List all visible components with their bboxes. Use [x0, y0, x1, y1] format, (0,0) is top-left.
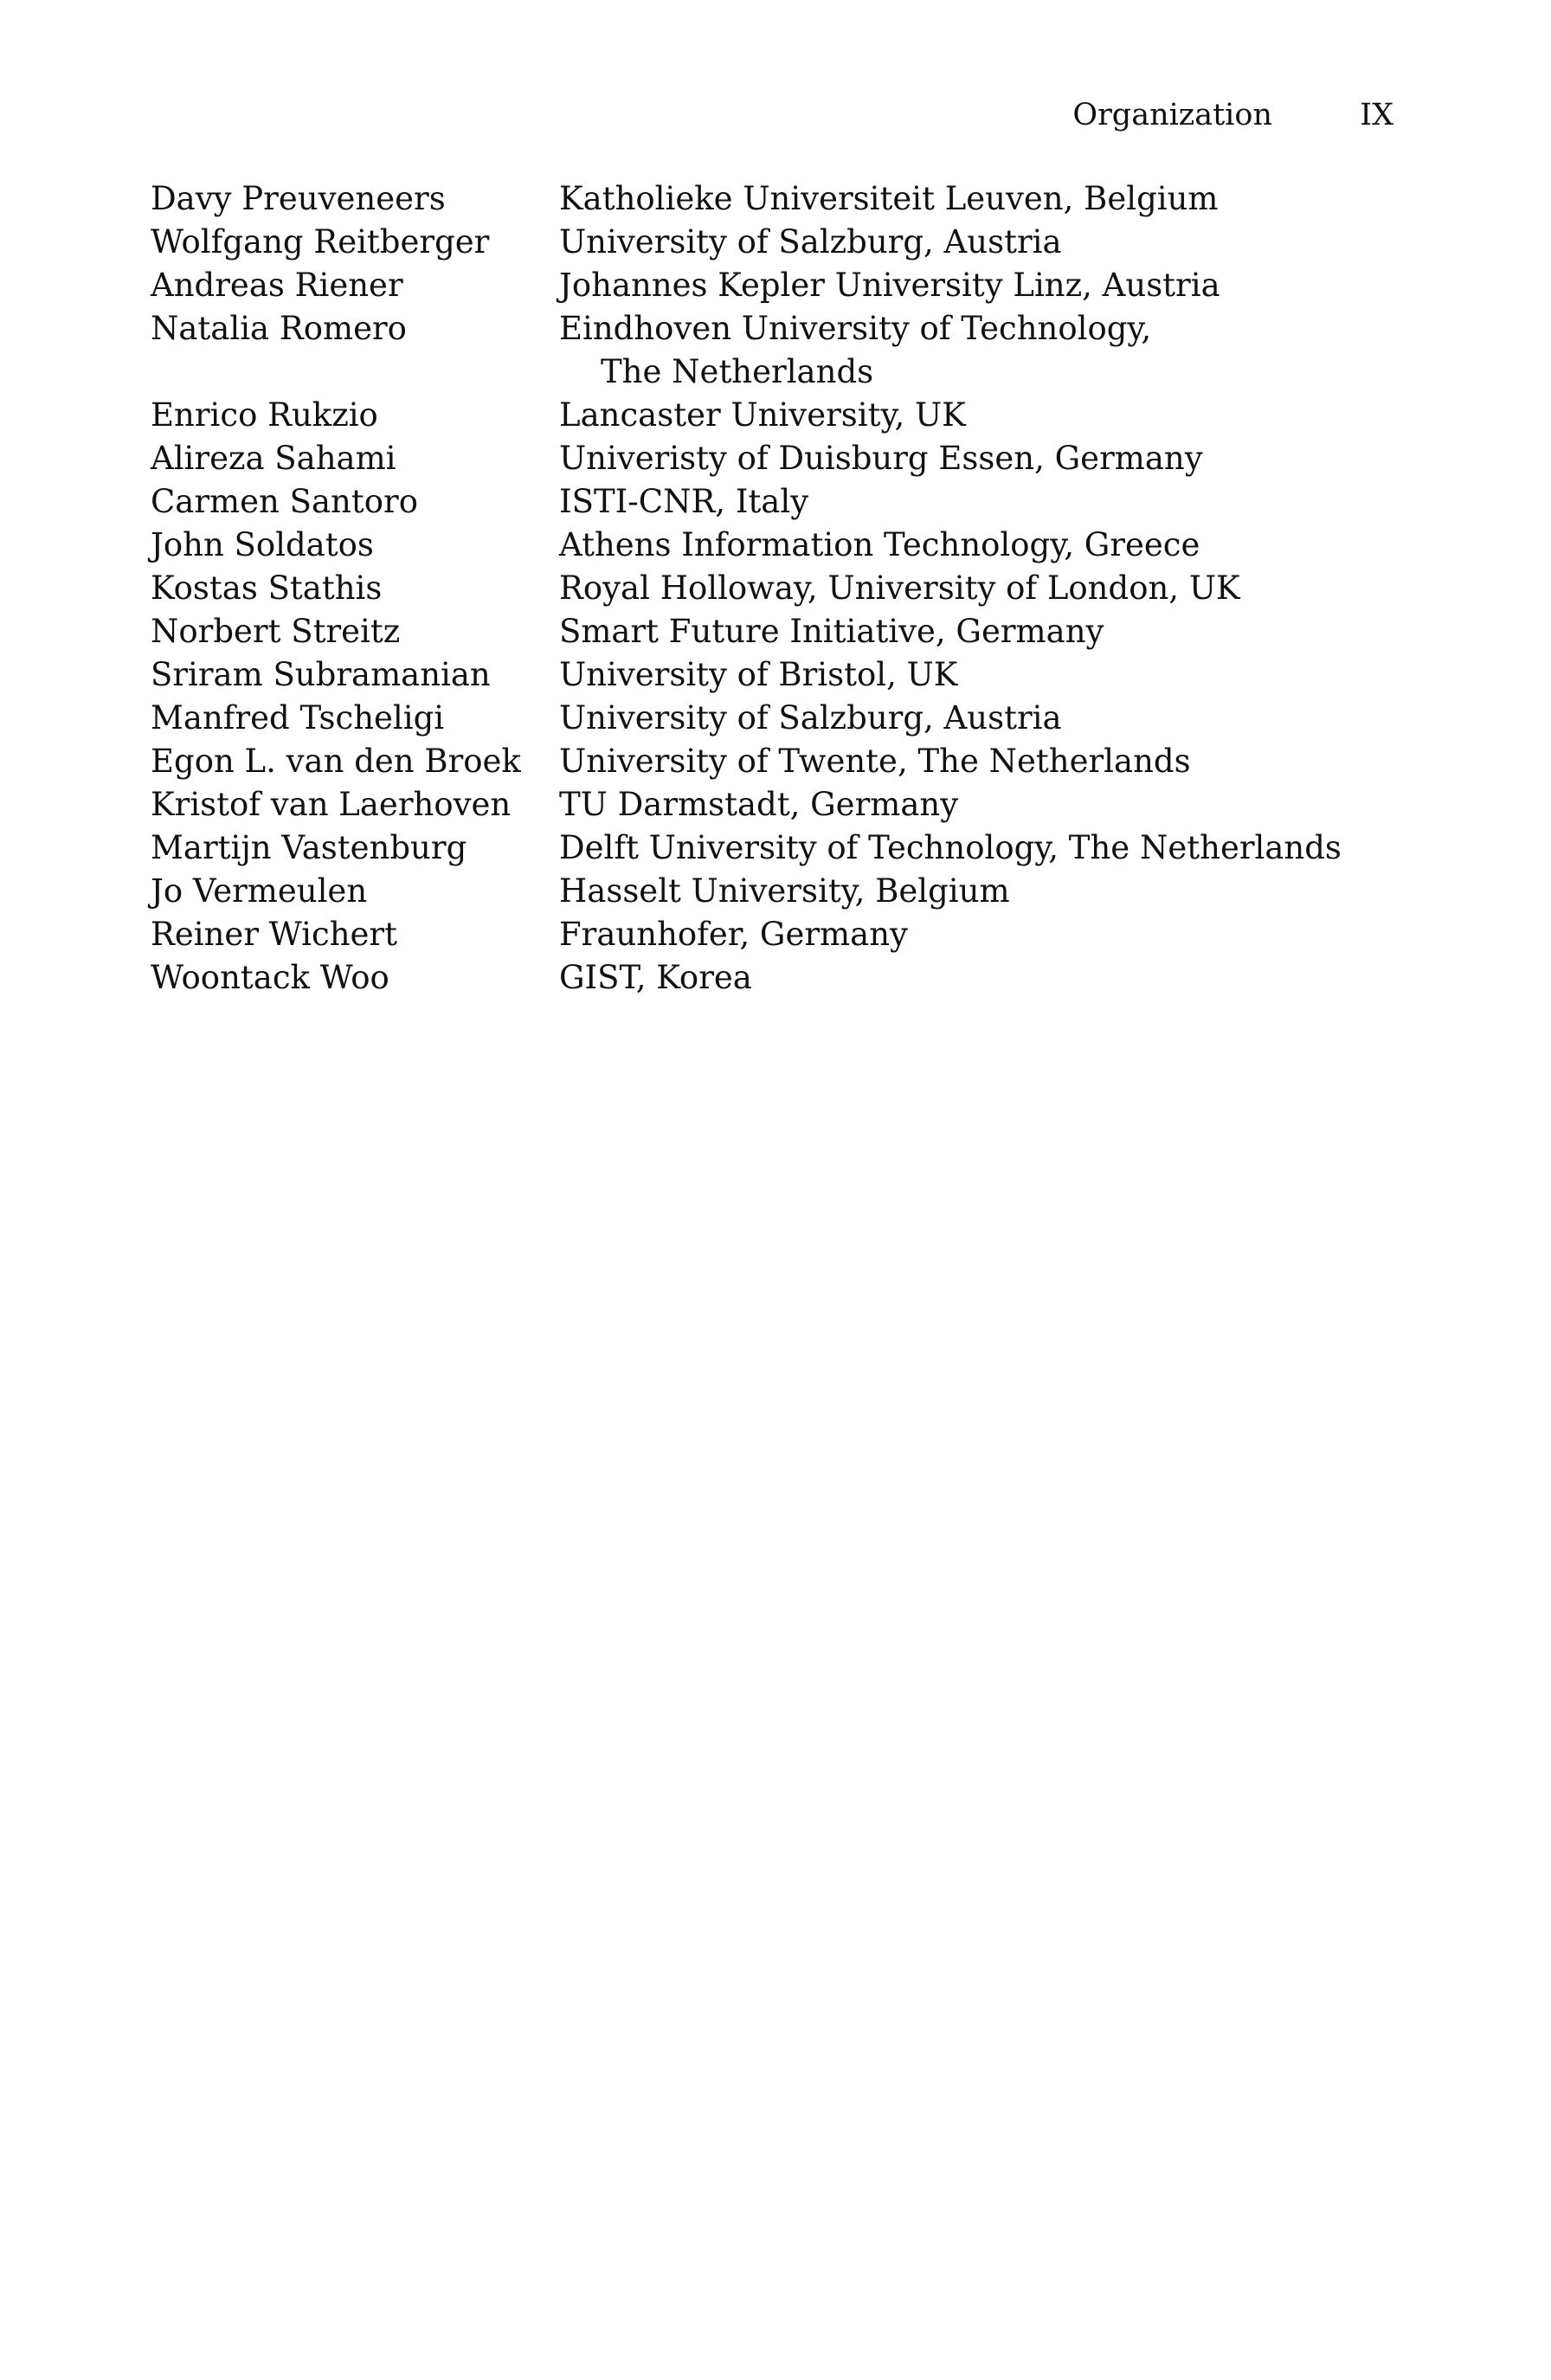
member-name: Kristof van Laerhoven — [151, 786, 512, 823]
affiliation-line: Hasselt University, Belgium — [559, 872, 1010, 910]
member-row — [151, 827, 1380, 870]
member-affiliation — [559, 827, 1380, 870]
affiliation-line: Royal Holloway, University of London, UK — [559, 569, 1240, 607]
member-affiliation — [559, 221, 1380, 264]
member-name: Egon L. van den Broek — [151, 743, 521, 780]
affiliation-line: Lancaster University, UK — [559, 396, 966, 434]
member-name: Martijn Vastenburg — [151, 829, 467, 866]
affiliation-line: Univeristy of Duisburg Essen, Germany — [559, 440, 1203, 477]
member-row — [151, 394, 1380, 437]
affiliation-line: University of Salzburg, Austria — [559, 699, 1062, 737]
member-row — [151, 610, 1380, 653]
running-header-section: Organization — [1072, 98, 1272, 132]
member-name: Wolfgang Reitberger — [151, 223, 490, 261]
member-row — [151, 956, 1380, 1000]
affiliation-line: Athens Information Technology, Greece — [559, 526, 1200, 563]
affiliation-line: Delft University of Technology, The Netherlands — [559, 829, 1342, 866]
affiliation-line: University of Bristol, UK — [559, 656, 958, 693]
affiliation-line: Eindhoven University of Technology, — [559, 310, 1152, 347]
affiliation-line: TU Darmstadt, Germany — [559, 786, 959, 823]
member-row — [151, 913, 1380, 956]
member-affiliation — [559, 567, 1380, 610]
affiliation-line: Johannes Kepler University Linz, Austria — [559, 267, 1220, 304]
member-affiliation — [559, 610, 1380, 653]
member-name: Sriram Subramanian — [151, 656, 491, 693]
running-header — [952, 93, 1393, 137]
member-row — [151, 740, 1380, 783]
committee-member-list — [151, 177, 1380, 1000]
member-name: Reiner Wichert — [151, 916, 397, 953]
member-row — [151, 524, 1380, 567]
member-row — [151, 480, 1380, 524]
member-row — [151, 264, 1380, 307]
member-row — [151, 437, 1380, 480]
member-affiliation — [559, 524, 1380, 567]
member-name: Woontack Woo — [151, 959, 389, 996]
member-row — [151, 870, 1380, 913]
member-affiliation — [559, 956, 1380, 1000]
member-name: Andreas Riener — [151, 267, 403, 304]
affiliation-line: GIST, Korea — [559, 959, 752, 996]
affiliation-continuation: The Netherlands — [601, 353, 874, 390]
member-row — [151, 177, 1380, 221]
member-affiliation — [559, 307, 1380, 394]
member-name: John Soldatos — [151, 526, 374, 563]
member-row — [151, 567, 1380, 610]
member-affiliation — [559, 437, 1380, 480]
member-name: Kostas Stathis — [151, 569, 383, 607]
member-row — [151, 221, 1380, 264]
affiliation-line: Katholieke Universiteit Leuven, Belgium — [559, 180, 1219, 217]
member-name: Norbert Streitz — [151, 613, 401, 650]
affiliation-line: University of Twente, The Netherlands — [559, 743, 1191, 780]
member-row — [151, 653, 1380, 697]
member-name: Manfred Tscheligi — [151, 699, 445, 737]
member-affiliation — [559, 697, 1380, 740]
member-name: Enrico Rukzio — [151, 396, 378, 434]
affiliation-line: Smart Future Initiative, Germany — [559, 613, 1104, 650]
member-row — [151, 697, 1380, 740]
member-affiliation — [559, 913, 1380, 956]
member-affiliation — [559, 480, 1380, 524]
member-row — [151, 783, 1380, 827]
member-name: Jo Vermeulen — [151, 872, 368, 910]
affiliation-line: ISTI-CNR, Italy — [559, 483, 809, 520]
member-affiliation — [559, 177, 1380, 221]
member-affiliation — [559, 870, 1380, 913]
affiliation-line: Fraunhofer, Germany — [559, 916, 908, 953]
member-affiliation — [559, 783, 1380, 827]
member-name: Davy Preuveneers — [151, 180, 446, 217]
member-name: Alireza Sahami — [151, 440, 396, 477]
member-affiliation — [559, 264, 1380, 307]
affiliation-line: University of Salzburg, Austria — [559, 223, 1062, 261]
member-affiliation — [559, 740, 1380, 783]
member-name: Natalia Romero — [151, 310, 407, 347]
page-number: IX — [1360, 98, 1393, 132]
member-affiliation — [559, 653, 1380, 697]
member-row — [151, 307, 1380, 394]
member-affiliation — [559, 394, 1380, 437]
member-name: Carmen Santoro — [151, 483, 418, 520]
